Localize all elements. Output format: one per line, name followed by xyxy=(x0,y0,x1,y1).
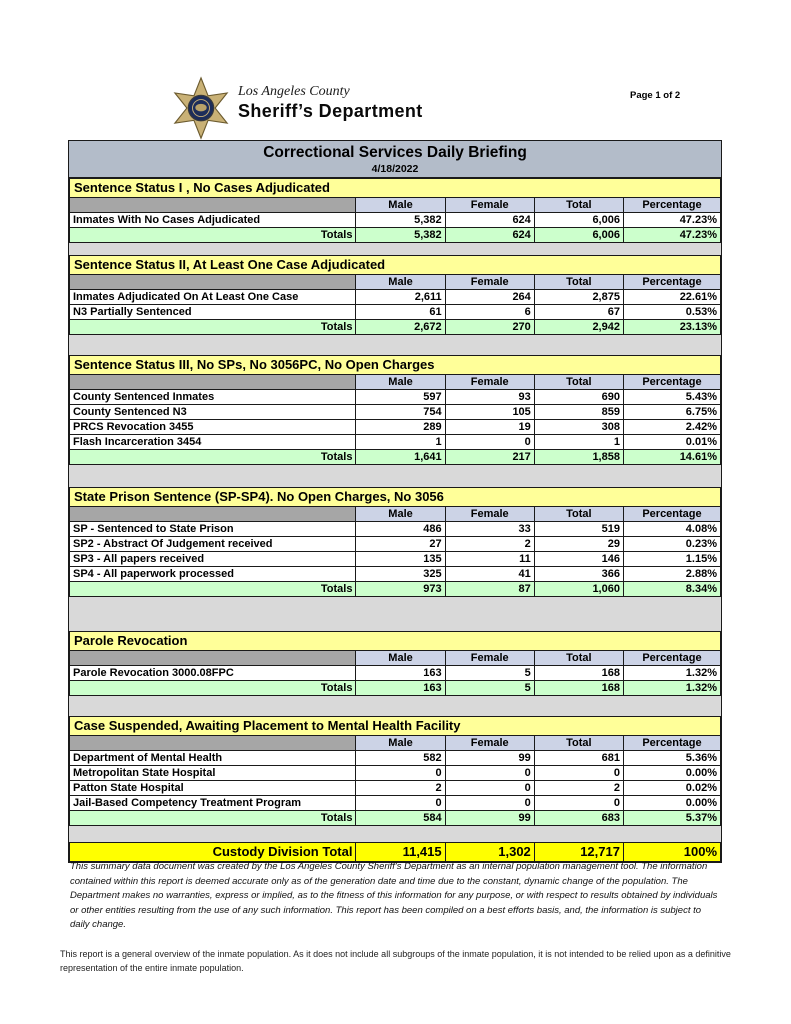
corner-cell xyxy=(70,198,356,213)
county-name: Los Angeles County xyxy=(238,84,350,99)
section-table xyxy=(69,374,721,465)
row-label: SP2 - Abstract Of Judgement received xyxy=(70,537,356,552)
column-header-male: Male xyxy=(356,736,445,751)
totals-pct: 47.23% xyxy=(623,228,720,243)
totals-total: 6,006 xyxy=(534,228,623,243)
section-2 xyxy=(69,255,721,335)
section-table xyxy=(69,650,721,696)
column-header-total: Total xyxy=(534,507,623,522)
column-header-percentage: Percentage xyxy=(623,736,720,751)
column-header-male: Male xyxy=(356,507,445,522)
column-header-percentage: Percentage xyxy=(623,275,720,290)
table-row xyxy=(70,420,721,435)
value-pct: 0.00% xyxy=(623,766,720,781)
totals-male: 973 xyxy=(356,582,445,597)
totals-row xyxy=(70,582,721,597)
row-label: Department of Mental Health xyxy=(70,751,356,766)
value-female: 99 xyxy=(445,751,534,766)
value-male: 0 xyxy=(356,766,445,781)
totals-label: Totals xyxy=(70,450,356,465)
column-header-row xyxy=(70,375,721,390)
section-title: State Prison Sentence (SP-SP4). No Open Charges, No 3056 xyxy=(69,487,721,506)
value-male: 1 xyxy=(356,435,445,450)
column-header-total: Total xyxy=(534,651,623,666)
totals-label: Totals xyxy=(70,582,356,597)
section-4 xyxy=(69,487,721,597)
column-header-total: Total xyxy=(534,275,623,290)
value-pct: 0.53% xyxy=(623,305,720,320)
totals-label: Totals xyxy=(70,320,356,335)
row-label: Metropolitan State Hospital xyxy=(70,766,356,781)
value-female: 2 xyxy=(445,537,534,552)
section-1 xyxy=(69,178,721,243)
row-label: County Sentenced N3 xyxy=(70,405,356,420)
value-male: 2,611 xyxy=(356,290,445,305)
column-header-female: Female xyxy=(445,651,534,666)
value-total: 6,006 xyxy=(534,213,623,228)
section-title: Sentence Status II, At Least One Case Adjudicated xyxy=(69,255,721,274)
column-header-female: Female xyxy=(445,275,534,290)
value-total: 366 xyxy=(534,567,623,582)
section-6 xyxy=(69,716,721,826)
column-header-row xyxy=(70,651,721,666)
totals-male: 2,672 xyxy=(356,320,445,335)
column-header-male: Male xyxy=(356,651,445,666)
value-female: 41 xyxy=(445,567,534,582)
value-total: 2,875 xyxy=(534,290,623,305)
value-pct: 5.36% xyxy=(623,751,720,766)
totals-row xyxy=(70,228,721,243)
table-row xyxy=(70,405,721,420)
grand-total-male: 11,415 xyxy=(356,843,445,862)
overview-note-text: This report is a general overview of the inmate population. As it does not include all subgroups of the inmate population, it is not intended to be relied upon as a definitive representation of the entire inmate population. xyxy=(60,949,731,973)
disclaimer-text: This summary data document was created by the Los Angeles County Sheriff's Department as an internal population management tool. The information contained within this report is deemed accurate only as of the generation date and time due to the constant, dynamic change of the population. The Department makes no warranties, express or implied, as to the fitness of this information for any purpose, or with respect to results obtained by individuals or other entities resulting from the use of any such information. This report has been compiled on a best efforts basis, and, the information is subject to daily change. xyxy=(70,861,718,930)
column-header-total: Total xyxy=(534,198,623,213)
section-3 xyxy=(69,355,721,465)
table-row xyxy=(70,796,721,811)
value-total: 519 xyxy=(534,522,623,537)
grand-total-total: 12,717 xyxy=(534,843,623,862)
totals-male: 5,382 xyxy=(356,228,445,243)
totals-female: 217 xyxy=(445,450,534,465)
column-header-row xyxy=(70,736,721,751)
totals-female: 5 xyxy=(445,681,534,696)
column-header-female: Female xyxy=(445,198,534,213)
table-row xyxy=(70,290,721,305)
grand-total-row xyxy=(70,843,721,862)
report-date: 4/18/2022 xyxy=(371,163,419,175)
column-header-female: Female xyxy=(445,736,534,751)
grand-total-label: Custody Division Total xyxy=(70,843,356,862)
report-body xyxy=(68,140,722,863)
value-pct: 0.23% xyxy=(623,537,720,552)
totals-total: 168 xyxy=(534,681,623,696)
corner-cell xyxy=(70,736,356,751)
row-label: SP - Sentenced to State Prison xyxy=(70,522,356,537)
totals-female: 270 xyxy=(445,320,534,335)
totals-pct: 14.61% xyxy=(623,450,720,465)
grand-total-female: 1,302 xyxy=(445,843,534,862)
column-header-female: Female xyxy=(445,507,534,522)
totals-label: Totals xyxy=(70,811,356,826)
row-label: PRCS Revocation 3455 xyxy=(70,420,356,435)
value-male: 582 xyxy=(356,751,445,766)
value-pct: 47.23% xyxy=(623,213,720,228)
column-header-male: Male xyxy=(356,375,445,390)
value-pct: 6.75% xyxy=(623,405,720,420)
department-name: Sheriff’s Department xyxy=(238,101,423,121)
value-total: 308 xyxy=(534,420,623,435)
column-header-female: Female xyxy=(445,375,534,390)
table-row xyxy=(70,390,721,405)
column-header-male: Male xyxy=(356,198,445,213)
row-label: SP4 - All paperwork processed xyxy=(70,567,356,582)
value-female: 33 xyxy=(445,522,534,537)
totals-female: 624 xyxy=(445,228,534,243)
value-pct: 2.42% xyxy=(623,420,720,435)
column-header-percentage: Percentage xyxy=(623,651,720,666)
value-total: 0 xyxy=(534,796,623,811)
value-total: 690 xyxy=(534,390,623,405)
report-title: Correctional Services Daily Briefing xyxy=(263,144,527,161)
sections xyxy=(69,178,721,826)
table-row xyxy=(70,766,721,781)
column-header-percentage: Percentage xyxy=(623,375,720,390)
value-total: 0 xyxy=(534,766,623,781)
value-female: 624 xyxy=(445,213,534,228)
row-label: Flash Incarceration 3454 xyxy=(70,435,356,450)
value-female: 0 xyxy=(445,796,534,811)
column-header-male: Male xyxy=(356,275,445,290)
totals-pct: 8.34% xyxy=(623,582,720,597)
value-total: 1 xyxy=(534,435,623,450)
value-female: 105 xyxy=(445,405,534,420)
column-header-total: Total xyxy=(534,736,623,751)
value-pct: 5.43% xyxy=(623,390,720,405)
value-male: 0 xyxy=(356,796,445,811)
row-label: Inmates Adjudicated On At Least One Case xyxy=(70,290,356,305)
row-label: Jail-Based Competency Treatment Program xyxy=(70,796,356,811)
value-male: 289 xyxy=(356,420,445,435)
totals-total: 1,060 xyxy=(534,582,623,597)
column-header-row xyxy=(70,275,721,290)
value-male: 61 xyxy=(356,305,445,320)
corner-cell xyxy=(70,375,356,390)
totals-pct: 5.37% xyxy=(623,811,720,826)
totals-male: 1,641 xyxy=(356,450,445,465)
totals-row xyxy=(70,811,721,826)
value-female: 0 xyxy=(445,766,534,781)
row-label: County Sentenced Inmates xyxy=(70,390,356,405)
agency-logotype xyxy=(238,84,423,122)
value-female: 11 xyxy=(445,552,534,567)
value-female: 19 xyxy=(445,420,534,435)
totals-pct: 1.32% xyxy=(623,681,720,696)
section-title: Sentence Status I , No Cases Adjudicated xyxy=(69,178,721,197)
table-row xyxy=(70,666,721,681)
totals-total: 2,942 xyxy=(534,320,623,335)
totals-total: 1,858 xyxy=(534,450,623,465)
value-pct: 1.15% xyxy=(623,552,720,567)
section-title: Sentence Status III, No SPs, No 3056PC, No Open Charges xyxy=(69,355,721,374)
section-5 xyxy=(69,631,721,696)
value-male: 325 xyxy=(356,567,445,582)
row-label: Inmates With No Cases Adjudicated xyxy=(70,213,356,228)
column-header-row xyxy=(70,198,721,213)
totals-female: 99 xyxy=(445,811,534,826)
value-female: 5 xyxy=(445,666,534,681)
value-pct: 1.32% xyxy=(623,666,720,681)
row-label: Parole Revocation 3000.08FPC xyxy=(70,666,356,681)
table-row xyxy=(70,522,721,537)
value-female: 6 xyxy=(445,305,534,320)
column-header-percentage: Percentage xyxy=(623,507,720,522)
value-pct: 2.88% xyxy=(623,567,720,582)
value-female: 0 xyxy=(445,781,534,796)
table-row xyxy=(70,435,721,450)
value-male: 754 xyxy=(356,405,445,420)
value-pct: 22.61% xyxy=(623,290,720,305)
table-row xyxy=(70,305,721,320)
value-male: 135 xyxy=(356,552,445,567)
sheriff-star-badge-icon xyxy=(168,74,234,144)
totals-pct: 23.13% xyxy=(623,320,720,335)
value-total: 168 xyxy=(534,666,623,681)
table-row xyxy=(70,567,721,582)
row-label: N3 Partially Sentenced xyxy=(70,305,356,320)
value-pct: 0.01% xyxy=(623,435,720,450)
corner-cell xyxy=(70,651,356,666)
value-total: 2 xyxy=(534,781,623,796)
column-header-row xyxy=(70,507,721,522)
value-male: 597 xyxy=(356,390,445,405)
value-pct: 0.00% xyxy=(623,796,720,811)
section-title: Case Suspended, Awaiting Placement to Mental Health Facility xyxy=(69,716,721,735)
table-row xyxy=(70,751,721,766)
section-table xyxy=(69,735,721,826)
totals-label: Totals xyxy=(70,681,356,696)
totals-male: 584 xyxy=(356,811,445,826)
table-row xyxy=(70,781,721,796)
value-total: 29 xyxy=(534,537,623,552)
table-row xyxy=(70,213,721,228)
value-total: 859 xyxy=(534,405,623,420)
corner-cell xyxy=(70,275,356,290)
grand-total-percentage: 100% xyxy=(623,843,720,862)
value-pct: 4.08% xyxy=(623,522,720,537)
value-male: 163 xyxy=(356,666,445,681)
section-table xyxy=(69,506,721,597)
value-female: 264 xyxy=(445,290,534,305)
totals-row xyxy=(70,450,721,465)
section-title: Parole Revocation xyxy=(69,631,721,650)
value-total: 681 xyxy=(534,751,623,766)
value-male: 5,382 xyxy=(356,213,445,228)
value-female: 93 xyxy=(445,390,534,405)
report-title-bar xyxy=(69,141,721,178)
section-table xyxy=(69,274,721,335)
table-row xyxy=(70,537,721,552)
section-table xyxy=(69,197,721,243)
totals-label: Totals xyxy=(70,228,356,243)
corner-cell xyxy=(70,507,356,522)
row-label: Patton State Hospital xyxy=(70,781,356,796)
value-pct: 0.02% xyxy=(623,781,720,796)
totals-male: 163 xyxy=(356,681,445,696)
value-female: 0 xyxy=(445,435,534,450)
row-label: SP3 - All papers received xyxy=(70,552,356,567)
page-number: Page 1 of 2 xyxy=(630,90,681,101)
table-row xyxy=(70,552,721,567)
document-header xyxy=(0,0,791,140)
value-male: 2 xyxy=(356,781,445,796)
totals-total: 683 xyxy=(534,811,623,826)
totals-row xyxy=(70,681,721,696)
value-total: 67 xyxy=(534,305,623,320)
column-header-percentage: Percentage xyxy=(623,198,720,213)
column-header-total: Total xyxy=(534,375,623,390)
grand-total-table xyxy=(69,842,721,862)
value-male: 27 xyxy=(356,537,445,552)
value-male: 486 xyxy=(356,522,445,537)
value-total: 146 xyxy=(534,552,623,567)
totals-row xyxy=(70,320,721,335)
totals-female: 87 xyxy=(445,582,534,597)
